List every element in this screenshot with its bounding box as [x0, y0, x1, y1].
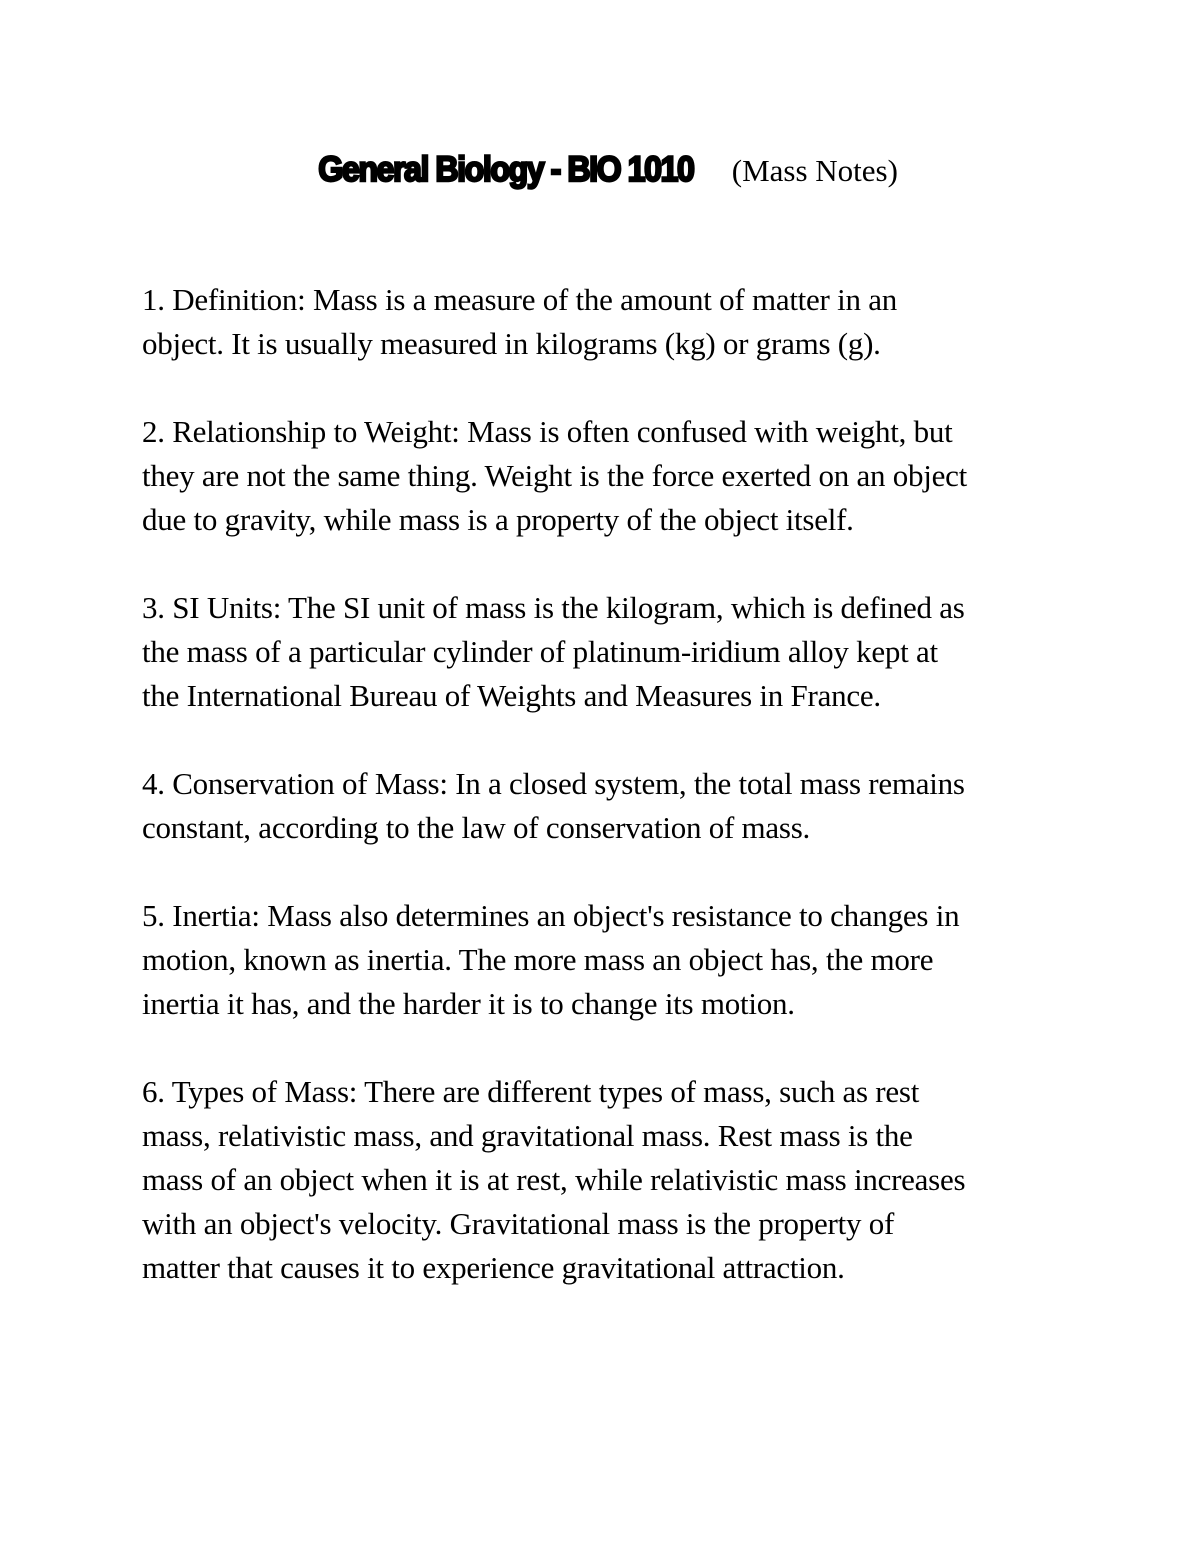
paragraph-definition	[142, 278, 1072, 366]
notes-body	[142, 278, 1072, 1334]
paragraph-relationship-to-weight	[142, 410, 1072, 542]
text-line: matter that causes it to experience gravitational attraction.	[142, 1250, 845, 1285]
text-line: motion, known as inertia. The more mass an object has, the more	[142, 942, 934, 977]
text-line: 3. SI Units: The SI unit of mass is the kilogram, which is defined as	[142, 590, 965, 625]
text-line: mass, relativistic mass, and gravitational mass. Rest mass is the	[142, 1118, 913, 1153]
paragraph-types-of-mass	[142, 1070, 1072, 1290]
text-line: due to gravity, while mass is a property of the object itself.	[142, 502, 854, 537]
text-line: mass of an object when it is at rest, while relativistic mass increases	[142, 1162, 966, 1197]
page-title	[0, 146, 1200, 201]
text-line: inertia it has, and the harder it is to change its motion.	[142, 986, 795, 1021]
paragraph-conservation-of-mass	[142, 762, 1072, 850]
text-line: 2. Relationship to Weight: Mass is often confused with weight, but	[142, 414, 953, 449]
text-line: the mass of a particular cylinder of platinum-iridium alloy kept at	[142, 634, 938, 669]
text-line: object. It is usually measured in kilograms (kg) or grams (g).	[142, 326, 881, 361]
notes-subtitle: (Mass Notes)	[731, 153, 898, 188]
text-line: 4. Conservation of Mass: In a closed system, the total mass remains	[142, 766, 965, 801]
text-line: constant, according to the law of conservation of mass.	[142, 810, 811, 845]
text-line: 6. Types of Mass: There are different types of mass, such as rest	[142, 1074, 920, 1109]
course-title: General Biology - BIO 1010	[318, 150, 694, 189]
text-line: the International Bureau of Weights and Measures in France.	[142, 678, 881, 713]
text-line: 5. Inertia: Mass also determines an object's resistance to changes in	[142, 898, 960, 933]
paragraph-si-units	[142, 586, 1072, 718]
text-line: they are not the same thing. Weight is the force exerted on an object	[142, 458, 968, 493]
paragraph-inertia	[142, 894, 1072, 1026]
text-line: with an object's velocity. Gravitational mass is the property of	[142, 1206, 895, 1241]
text-line: 1. Definition: Mass is a measure of the amount of matter in an	[142, 282, 898, 317]
